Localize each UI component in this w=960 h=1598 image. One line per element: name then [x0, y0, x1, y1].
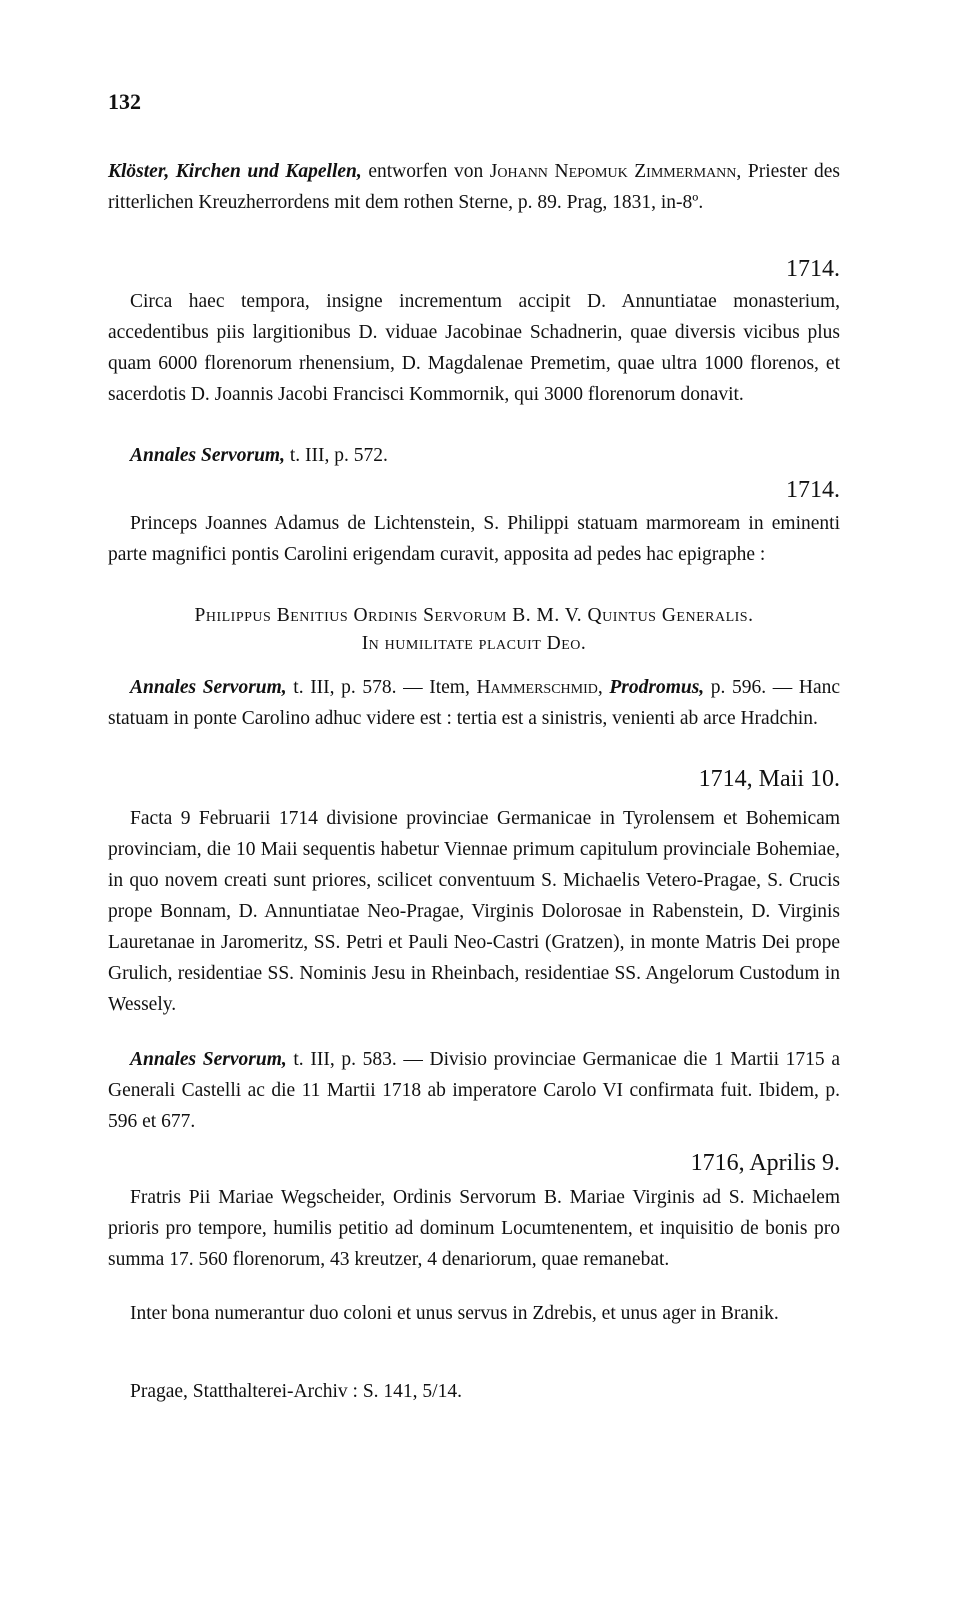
entry-date: 1714.	[786, 256, 840, 282]
entry-body: Princeps Joannes Adamus de Lichtenstein, S. Philippi statuam marmoream in eminenti parte magnifici pontis Carolini erigendam curavit, apposita ad pedes hac epigraphe :	[108, 513, 840, 565]
inscription-line: Philippus Benitius Ordinis Servorum B. M. V. Quintus Generalis.	[194, 605, 754, 626]
inscription-line: In humilitate placuit Deo.	[361, 633, 587, 654]
entry-date: 1714.	[786, 477, 840, 503]
entry-citation	[108, 1044, 840, 1137]
reference-text-a: entworfen von	[361, 161, 490, 182]
entry-citation	[108, 440, 840, 471]
reference-paragraph	[108, 156, 840, 218]
citation-text: t. III, p. 578. — Item,	[286, 677, 477, 698]
citation-text: t. III, p. 583. — Divisio provinciae Germanicae die 1 Martii 1715 a Generali Castelli ac die 11 Martii 1718 ab imperatore Carolo VI confirmata fuit. Ibidem, p. 596 et 677.	[108, 1049, 840, 1132]
citation-title: Annales Servorum,	[130, 1049, 287, 1070]
citation-title: Annales Servorum,	[130, 677, 287, 698]
page-number: 132	[108, 89, 141, 114]
citation-author: Hammerschmid	[476, 677, 598, 698]
archive-source: Pragae, Statthalterei-Archiv : S. 141, 5/14.	[130, 1381, 462, 1402]
document-page	[108, 0, 840, 1598]
entry-body: Circa haec tempora, insigne incrementum accipit D. Annuntiatae monasterium, accedentibus piis largitionibus D. viduae Jacobinae Schadnerin, quae diversis vicibus plus quam 6000 florenorum rhenensium, D. Magdalenae Premetim, quae ultra 1000 florenos, et sacerdotis D. Joannis Jacobi Francisci Kommornik, qui 3000 florenorum donavit.	[108, 291, 840, 405]
citation-text: t. III, p. 572.	[284, 445, 388, 466]
entry-date: 1714, Maii 10.	[698, 766, 840, 792]
citation-separator: ,	[597, 677, 610, 698]
entry-date: 1716, Aprilis 9.	[690, 1150, 840, 1176]
citation-title-2: Prodromus,	[609, 677, 705, 698]
entry-body: Fratris Pii Mariae Wegscheider, Ordinis Servorum B. Mariae Virginis ad S. Michaelem prioris pro tempore, humilis petitio ad dominum Locumtenentem, et inquisitio de bonis pro summa 17. 560 florenorum, 43 kreutzer, 4 denariorum, quae remanebat.	[108, 1187, 840, 1270]
entry-citation	[108, 672, 840, 734]
reference-title: Klöster, Kirchen und Kapellen,	[108, 161, 362, 182]
entry-body: Facta 9 Februarii 1714 divisione provinciae Germanicae in Tyrolensem et Bohemicam provinciam, die 10 Maii sequentis habetur Viennae primum capitulum provinciale Bohemiae, in quo novem creati sunt priores, scilicet conventuum S. Michaelis Vetero-Pragae, S. Crucis prope Bonnam, D. Annuntiatae Neo-Pragae, Virginis Dolorosae in Rabenstein, D. Virginis Lauretanae in Jaromeritz, SS. Petri et Pauli Neo-Castri (Gratzen), in monte Matris Dei prope Grulich, residentiae SS. Nominis Jesu in Rheinbach, residentiae SS. Angelorum Custodum in Wessely.	[108, 808, 840, 1015]
entry-body: Inter bona numerantur duo coloni et unus servus in Zdrebis, et unus ager in Branik.	[130, 1303, 779, 1324]
citation-text-2: p. 596. — Hanc statuam in ponte Carolino adhuc videre est : tertia est a sinistris, venienti ab arce Hradchin.	[108, 677, 840, 729]
reference-author: Johann Nepomuk Zimmermann	[489, 161, 737, 182]
reference-text-b: , Priester des ritterlichen Kreuzherrordens mit dem rothen Sterne, p. 89. Prag, 1831, in-8º.	[108, 161, 840, 213]
citation-title: Annales Servorum,	[130, 445, 285, 466]
